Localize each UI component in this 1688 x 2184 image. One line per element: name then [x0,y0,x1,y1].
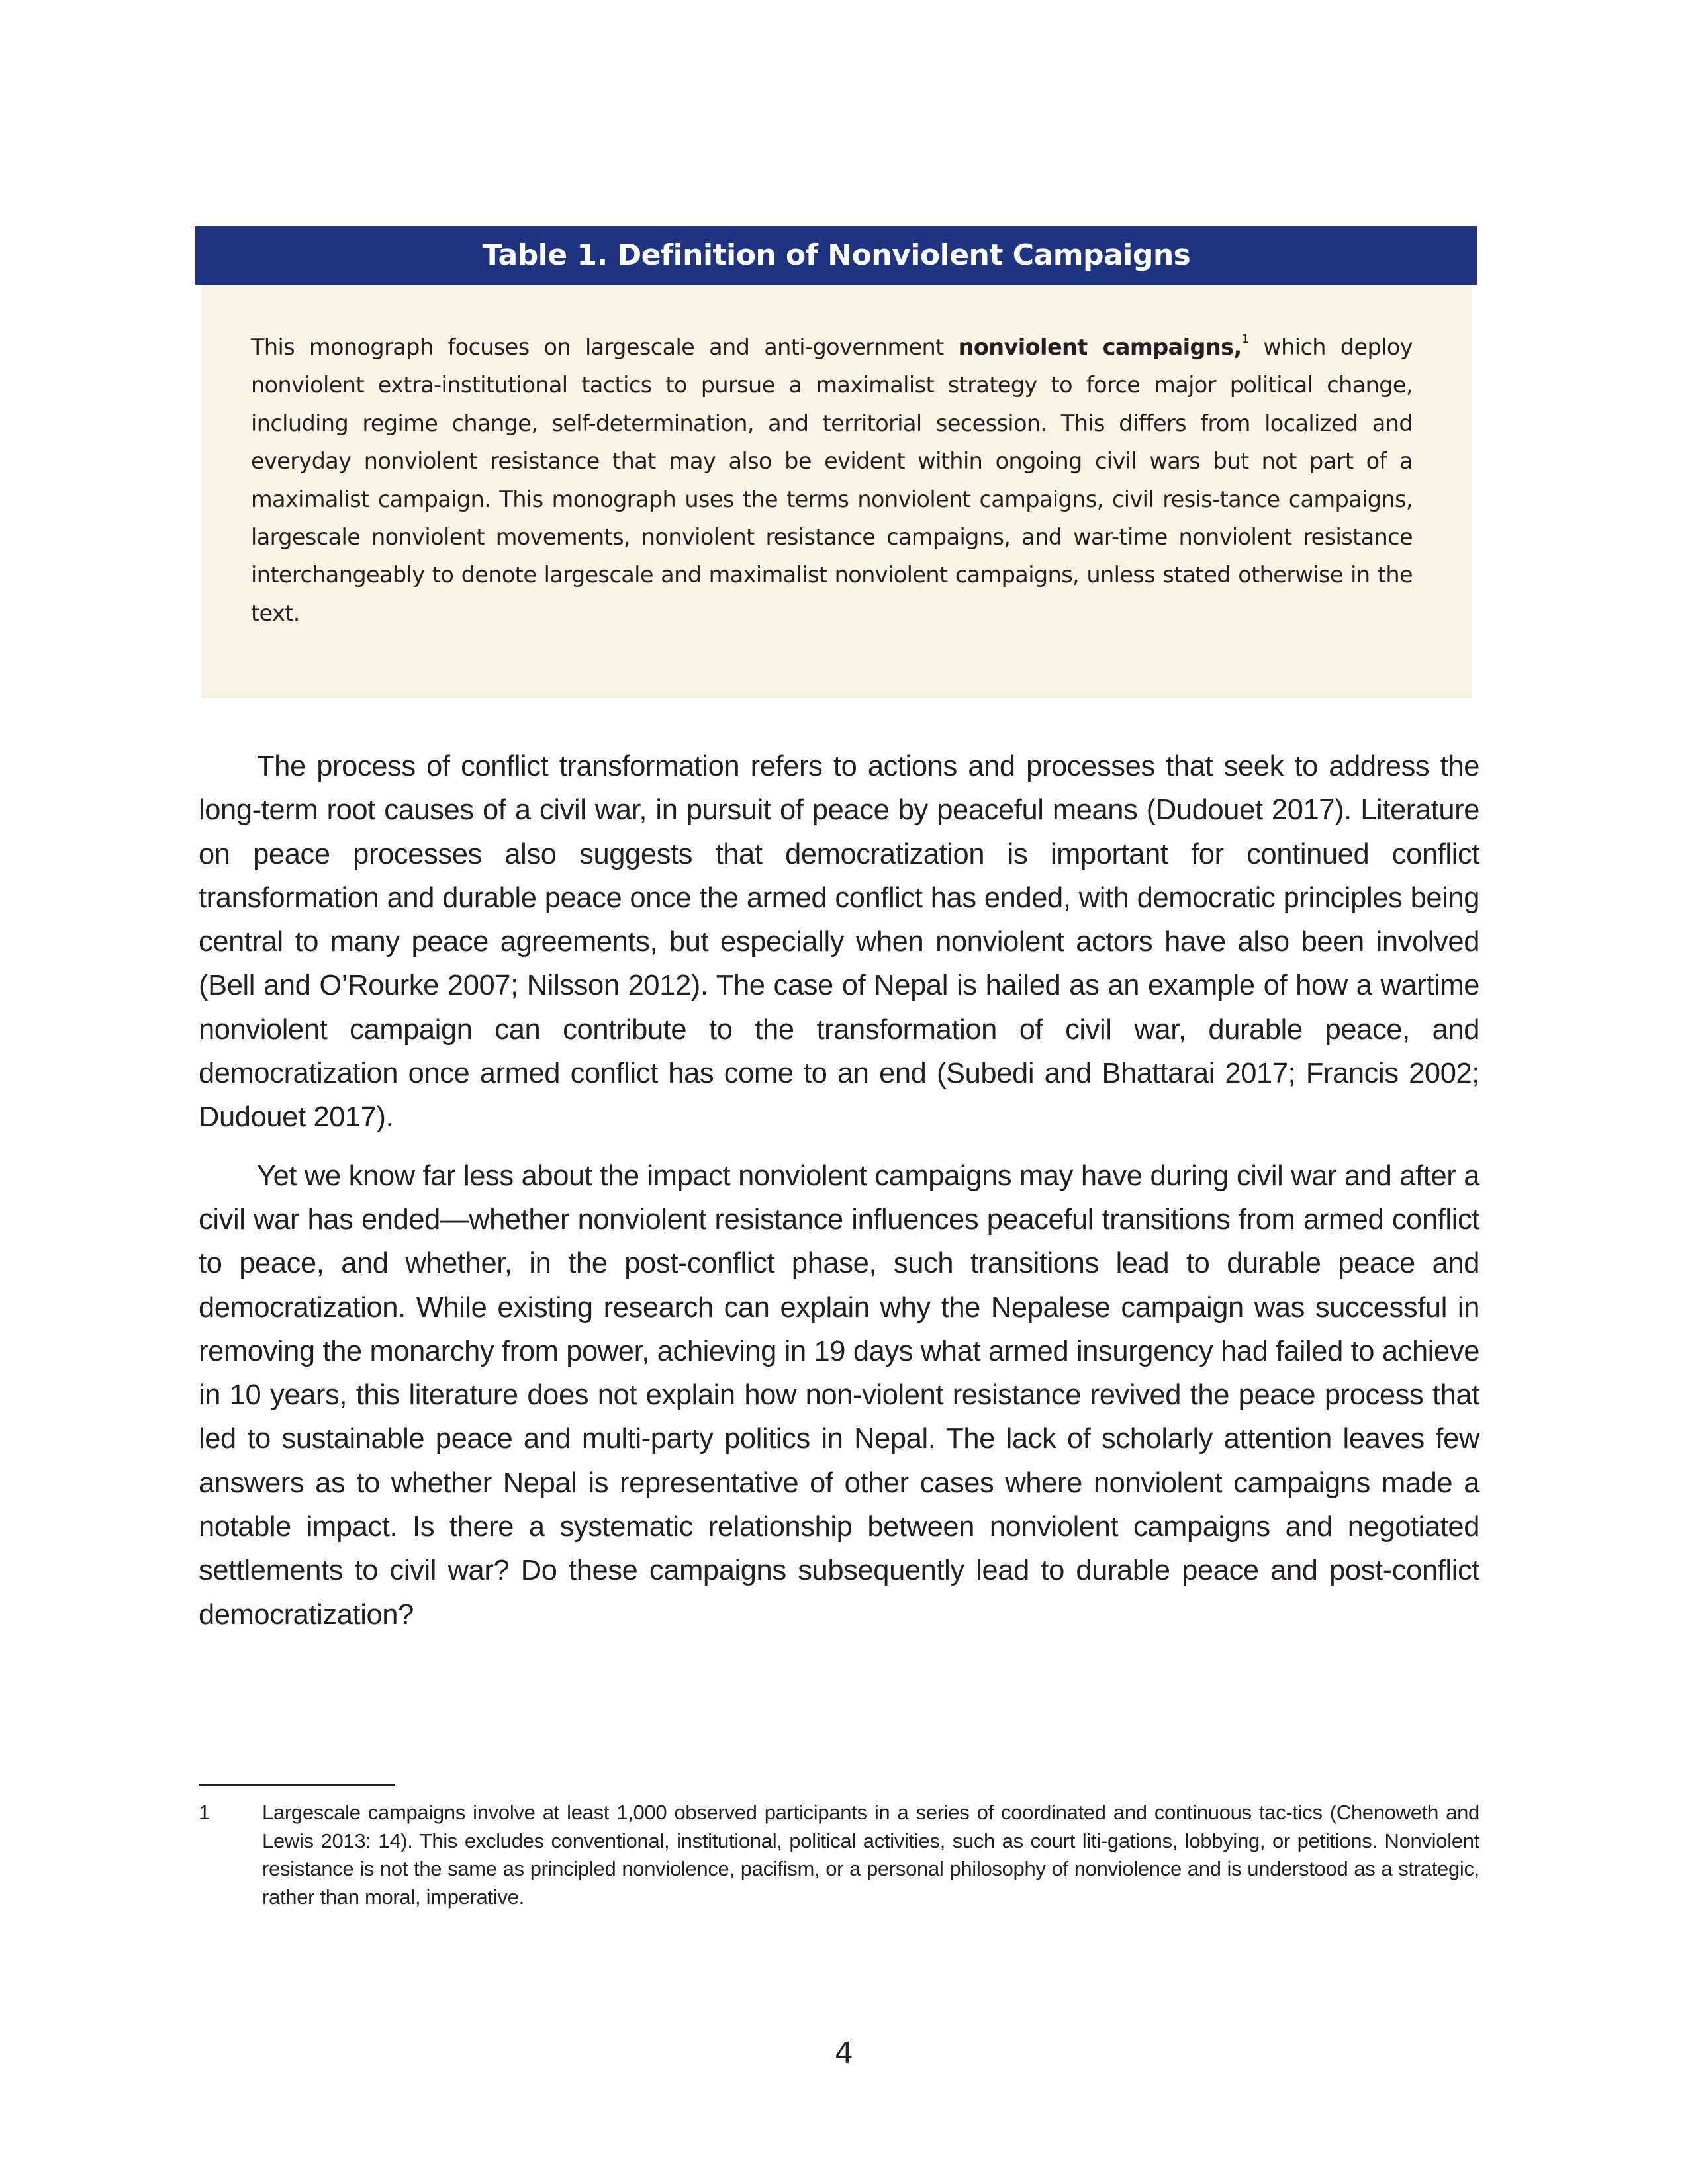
footnote-number: 1 [199,1801,211,1824]
definition-bold-term: nonviolent campaigns, [958,334,1242,360]
footnote [199,1799,1479,1911]
footnote-reference[interactable]: 1 [1241,332,1249,346]
footnote-text: Largescale campaigns involve at least 1,000 observed participants in a series of coordinated and continuous tac-tics (Chenoweth and Lewis 2013: 14). This excludes conventional, institutional, political activities, such as court liti-gations, lobbying, or petitions. Nonviolent resistance is not the same as principled nonviolence, pacifism, or a personal philosophy of nonviolence and is understood as a strategic, rather than moral, imperative. [262,1801,1479,1909]
body-paragraph-2: Yet we know far less about the impact nonviolent campaigns may have during civil war and after a civil war has ended—whether nonviolent resistance influences peaceful transitions from armed conflict to peace, and whether, in the post-conflict phase, such transitions lead to durable peace and democratization. While existing research can explain why the Nepalese campaign was successful in removing the monarchy from power, achieving in 19 days what armed insurgency had failed to achieve in 10 years, this literature does not explain how non-violent resistance revived the peace process that led to sustainable peace and multi-party politics in Nepal. The lack of scholarly attention leaves few answers as to whether Nepal is representative of other cases where nonviolent campaigns made a notable impact. Is there a systematic relationship between nonviolent campaigns and negotiated settlements to civil war? Do these campaigns subsequently lead to durable peace and post-conflict democratization? [199,1160,1479,1631]
page-number: 4 [835,2036,853,2070]
definition-text-start: This monograph focuses on largescale and anti-government [251,334,959,360]
body-paragraph-1: The process of conflict transformation refers to actions and processes that seek to address the long-term root causes of a civil war, in pursuit of peace by peaceful means (Dudouet 2017). Literature on peace processes also suggests that democratization is important for continued conflict transformation and durable peace once the armed conflict has ended, with democratic principles being central to many peace agreements, but especially when nonviolent actors have also been involved (Bell and O’Rourke 2007; Nilsson 2012). The case of Nepal is hailed as an example of how a wartime nonviolent campaign can contribute to the transformation of civil war, durable peace, and democratization once armed conflict has come to an end (Subedi and Bhattarai 2017; Francis 2002; Dudouet 2017). [199,751,1479,1134]
definition-text [251,328,1413,632]
main-text [199,745,1479,1637]
definition-box [201,285,1472,698]
footnote-separator [199,1784,395,1786]
table-title: Table 1. Definition of Nonviolent Campaigns [195,226,1477,285]
definition-text-rest: which deploy nonviolent extra-institutional tactics to pursue a maximalist strategy to force major political change, including regime change, self-determination, and territorial secession. This differs from localized and everyday nonviolent resistance that may also be evident within ongoing civil wars but not part of a maximalist campaign. This monograph uses the terms nonviolent campaigns, civil resis-tance campaigns, largescale nonviolent movements, nonviolent resistance campaigns, and war-time nonviolent resistance interchangeably to denote largescale and maximalist nonviolent campaigns, unless stated otherwise in the text. [251,334,1413,626]
